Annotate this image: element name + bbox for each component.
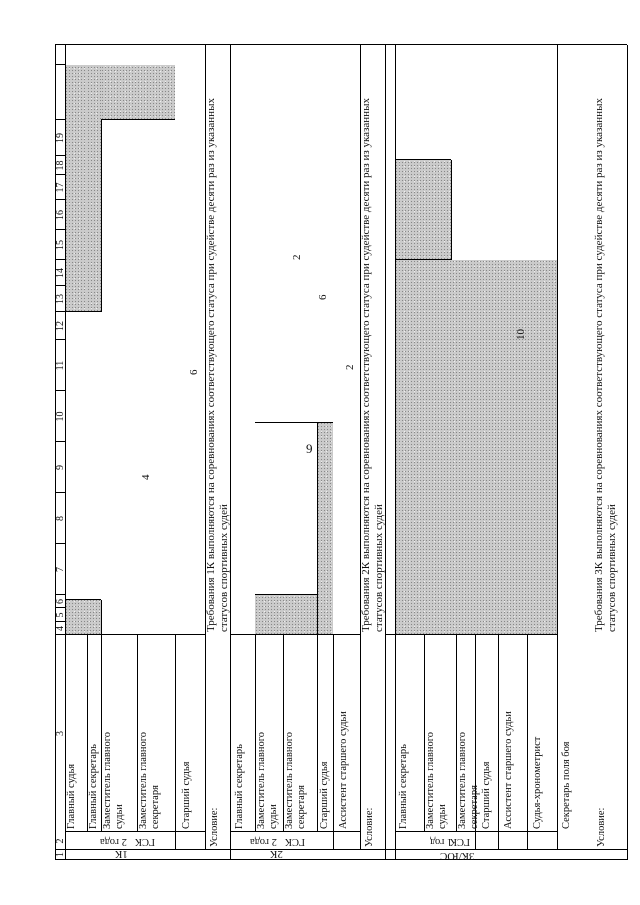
section-2k-role-4: Старший судья (319, 761, 330, 829)
section-3k-value-1: 10 (515, 329, 527, 340)
section-1k-committee: ГСК (135, 836, 155, 847)
header-col-20 (54, 65, 56, 120)
shade-3k-block (395, 260, 557, 635)
header-col-17: 17 (55, 182, 66, 193)
section-3k-condition-label: Условие: (596, 807, 607, 847)
section-3k-role-6: Судья-хронометрист (532, 736, 543, 829)
section-3k-role-5: Ассистент старшего судьи (503, 711, 514, 829)
rotated-table (55, 45, 627, 860)
section-2k-category: 2К (270, 848, 283, 860)
section-2k-role-2: Заместитель главного судьи (256, 731, 279, 829)
section-1k-role-4: Заместитель главного секретаря (138, 731, 161, 829)
section-2k-role-5: Ассистент старшего судьи (338, 711, 349, 829)
section-1k-role-1: Главный судья (66, 763, 77, 829)
section-2k-condition-text: Требования 2К выполняются на соревнованиях соответствующего статуса при судействе десяти раз из указанных статусов спортивных судей (360, 98, 385, 632)
header-col-8: 8 (55, 516, 66, 521)
section-3k-committee: ГСК (450, 836, 470, 847)
section-3k-role-1: Главный секретарь (398, 744, 409, 829)
header-col-19: 19 (55, 133, 66, 143)
header-col-13: 13 (55, 294, 66, 304)
section-1k-role-2: Главный секретарь (88, 744, 99, 829)
section-1k-role-3: Заместитель главного судьи (102, 731, 125, 829)
header-col-5: 5 (55, 612, 66, 618)
header-col-3: 3 (55, 731, 66, 736)
section-2k-role-3: Заместитель главного секретаря (284, 731, 307, 829)
section-2k-period: 2 года (250, 836, 277, 847)
header-col-12: 12 (55, 321, 66, 331)
header-col-11: 11 (55, 360, 66, 371)
shade-2k-cols-4-6 (255, 595, 317, 635)
header-col-10: 10 (55, 411, 66, 422)
header-col-16: 16 (55, 210, 66, 220)
section-1k-condition-text: Требования 1К выполняются на соревнованиях соответствующего статуса при судействе десяти раз из указанных статусов спортивных судей (205, 98, 230, 632)
section-3k-role-4: Старший судья (481, 761, 492, 829)
section-3k-role-2: Заместитель главного судьи (425, 731, 448, 829)
section-3k-period: 1 год (430, 836, 453, 847)
section-3k-role-3: Заместитель главного секретаря (457, 731, 480, 829)
section-1k-value-1: 4 (140, 474, 152, 480)
shade-1k-chief-judge (65, 65, 87, 312)
section-2k-value-1: 2 (291, 254, 303, 260)
section-1k-role-5: Старший судья (181, 761, 192, 829)
header-col-6: 6 (55, 599, 66, 604)
header-col-9: 9 (55, 465, 66, 470)
header-col-1: 1 (55, 852, 66, 857)
section-2k-committee: ГСК (285, 836, 305, 847)
shade-3k-right (395, 160, 451, 260)
header-col-4: 4 (55, 626, 66, 631)
section-2k-value-3: 2 (344, 364, 356, 370)
header-col-15: 15 (55, 240, 66, 250)
header-col-18: 18 (55, 160, 66, 171)
shade-1k-cols-4-5 (65, 600, 101, 635)
header-col-2: 2 (55, 838, 66, 844)
section-1k-period: 2 года (100, 836, 127, 847)
section-1k-condition-label: Условие: (209, 807, 220, 847)
page-number: 9 (306, 441, 313, 456)
section-1k-category: 1К (115, 848, 128, 860)
section-2k-value-2: 6 (317, 294, 329, 300)
section-3k-condition-text: Требования 3К выполняются на соревнованиях соответствующего статуса при судействе десяти раз из указанных статусов спортивных судей (593, 98, 618, 632)
shade-1k-chief-secretary (87, 65, 101, 312)
section-1k-value-2: 6 (188, 369, 200, 375)
section-3k-category: 3К/ЮС (440, 850, 475, 862)
header-col-7: 7 (55, 567, 66, 572)
section-3k-role-7: Секретарь поля боя (561, 741, 572, 829)
header-col-14: 14 (55, 268, 66, 278)
section-2k-role-1: Главный секретарь (234, 744, 245, 829)
section-2k-condition-label: Условие: (364, 807, 375, 847)
shade-1k-top-right (101, 65, 175, 120)
shade-2k-senior (317, 423, 333, 635)
